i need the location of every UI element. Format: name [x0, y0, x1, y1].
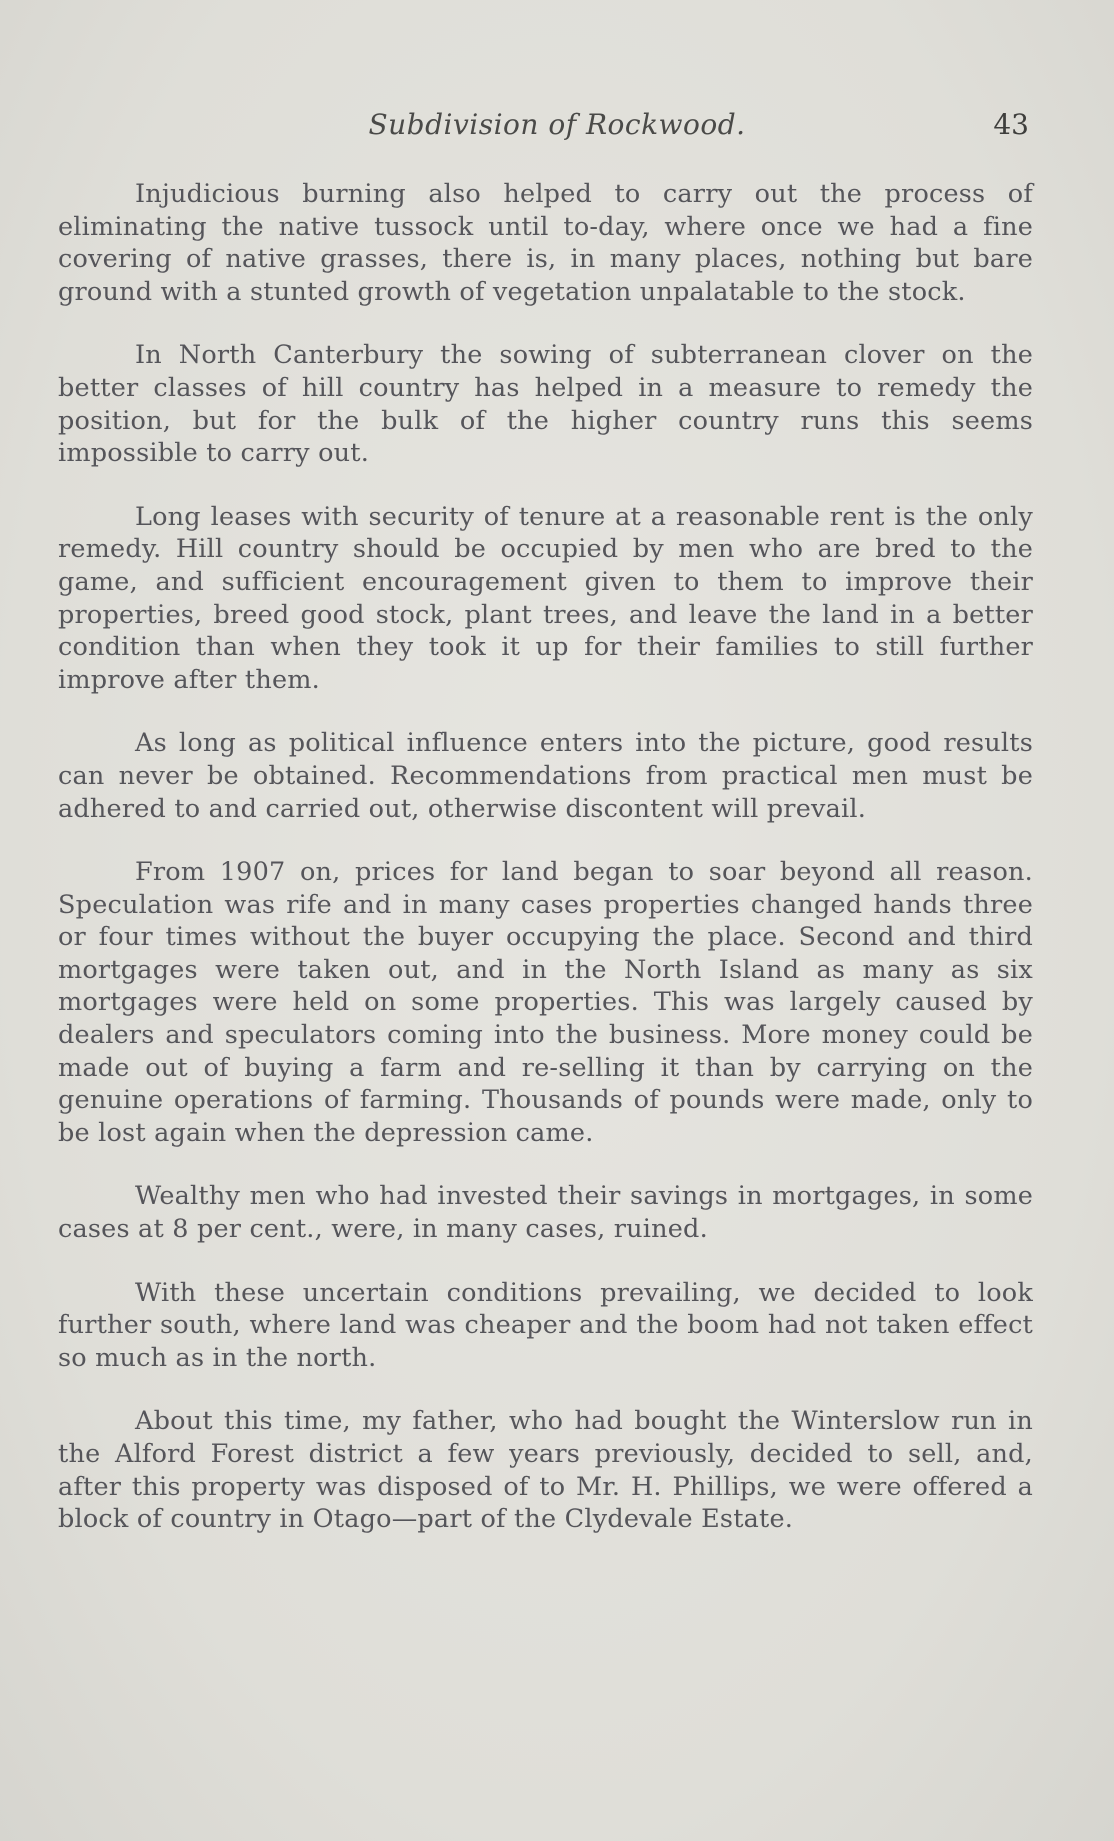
paragraph-7: With these uncertain conditions prevailing, we decided to look further south, where land was cheaper and the boom had not taken effect so much as in the north.	[58, 1277, 1033, 1373]
page-number: 43	[993, 108, 1029, 141]
paragraph-1: Injudicious burning also helped to carry out the process of eliminating the native tussock until to-day, where once we had a fine covering of native grasses, there is, in many places, nothing but bare ground with a stunted growth of vegetation unpalatable to the stock.	[58, 179, 1033, 307]
paragraph-2: In North Canterbury the sowing of subterranean clover on the better classes of hill country has helped in a measure to remedy the position, but for the bulk of the higher country runs this seems impossible to carry out.	[58, 340, 1033, 469]
paragraph-5: From 1907 on, prices for land began to soar beyond all reason. Speculation was rife and in many cases properties changed hands three or four times without the buyer occupying the place. Second and third mortgages were taken out, and in the North Island as many as six mortgages were held on some properties. This was largely caused by dealers and speculators coming into the business. More money could be made out of buying a farm and re-selling it than by carrying on the genuine operations of farming. Thousands of pounds were made, only to be lost again when the depression came.	[58, 857, 1033, 1148]
running-title: Subdivision of Rockwood.	[368, 108, 746, 141]
body-text	[58, 178, 1033, 1567]
paragraph-8: About this time, my father, who had bought the Winterslow run in the Alford Forest district a few years previously, decided to sell, and, after this property was disposed of to Mr. H. Phillips, we were offered a block of country in Otago—part of the Clydevale Estate.	[58, 1406, 1033, 1535]
paragraph-6: Wealthy men who had invested their savings in mortgages, in some cases at 8 per cent., were, in many cases, ruined.	[58, 1181, 1033, 1245]
running-head	[0, 108, 1114, 148]
paragraph-3: Long leases with security of tenure at a reasonable rent is the only remedy. Hill country should be occupied by men who are bred to the game, and sufficient encouragement given to them to improve their properties, breed good stock, plant trees, and leave the land in a better condition than when they took it up for their families to still further improve after them.	[58, 501, 1033, 695]
paragraph-4: As long as political influence enters into the picture, good results can never be obtained. Recommendations from practical men must be adhered to and carried out, otherwise discontent will prevail.	[58, 728, 1033, 824]
